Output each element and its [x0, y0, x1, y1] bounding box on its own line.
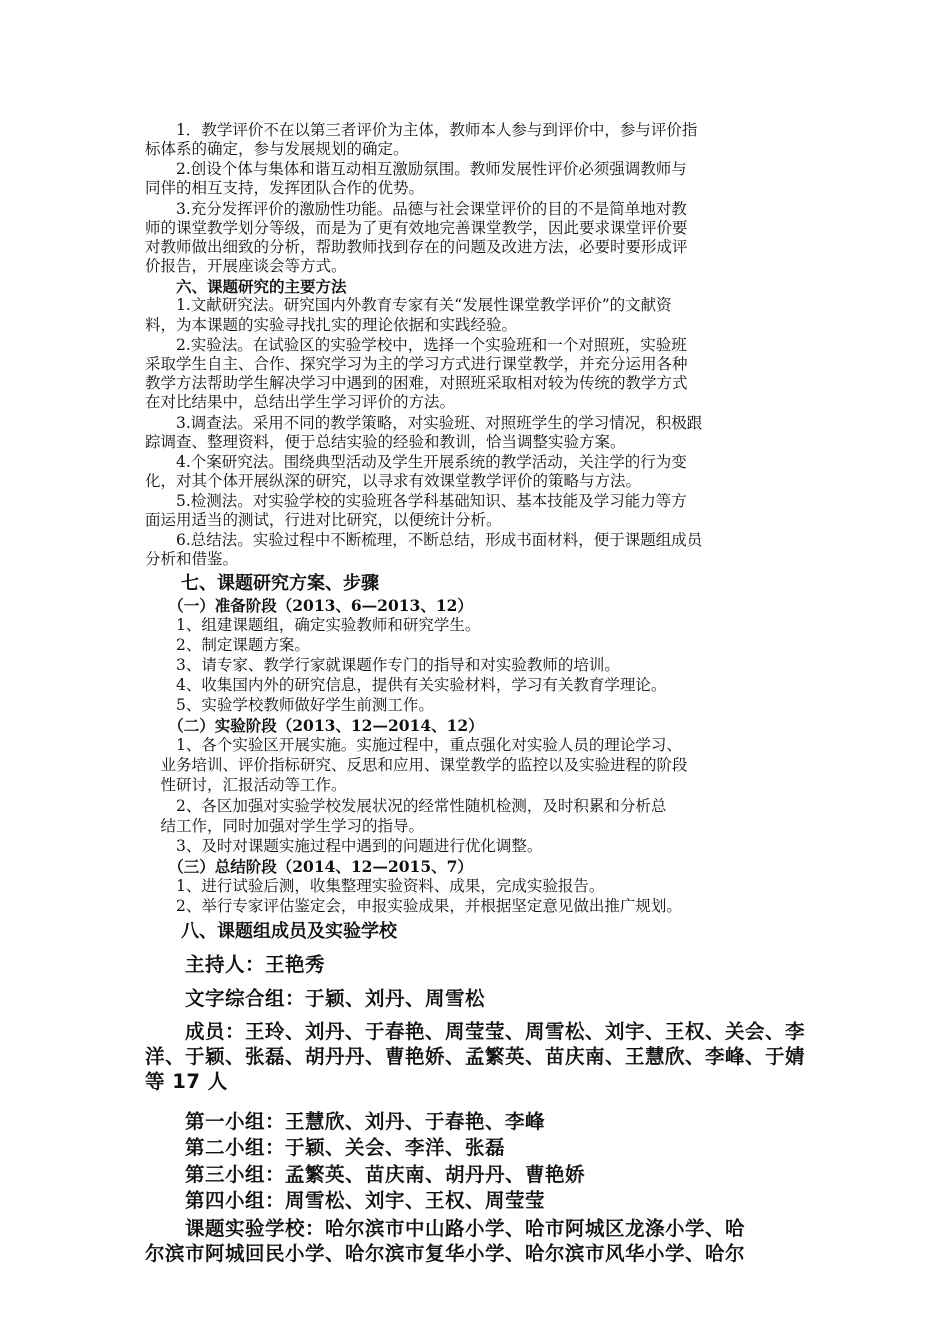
group-line: 第四小组：周雪松、刘宇、王权、周莹莹 [145, 1189, 546, 1212]
list-item: 4、收集国内外的研究信息，提供有关实验材料，学习有关教育学理论。 [145, 676, 667, 694]
list-item: 性研讨，汇报活动等工作。 [145, 776, 347, 794]
group-line: 第一小组：王慧欣、刘丹、于春艳、李峰 [145, 1110, 546, 1133]
list-item: 1、组建课题组，确定实验教师和研究学生。 [145, 616, 481, 634]
paragraph-line: 6.总结法。实验过程中不断梳理，不断总结，形成书面材料，便于课题组成员 [145, 531, 703, 549]
subsection-heading: （二）实验阶段（2013、12—2014、12） [145, 716, 484, 735]
list-item: 3、请专家、教学行家就课题作专门的指导和对实验教师的培训。 [145, 656, 620, 674]
host-line: 主持人：王艳秀 [145, 953, 326, 976]
subsection-heading: （一）准备阶段（2013、6—2013、12） [145, 596, 473, 615]
section-heading: 八、课题组成员及实验学校 [145, 921, 397, 942]
list-item: 2、各区加强对实验学校发展状况的经常性随机检测，及时积累和分析总 [145, 797, 667, 815]
list-item: 5、实验学校教师做好学生前测工作。 [145, 696, 434, 714]
schools-line: 课题实验学校：哈尔滨市中山路小学、哈市阿城区龙涤小学、哈 [145, 1217, 746, 1240]
paragraph-line: 面运用适当的测试，行进对比研究，以便统计分析。 [145, 511, 502, 529]
writing-group-line: 文字综合组：于颖、刘丹、周雪松 [145, 987, 486, 1010]
list-item: 2、制定课题方案。 [145, 636, 310, 654]
paragraph-line: 4.个案研究法。围绕典型活动及学生开展系统的教学活动，关注学的行为变 [145, 453, 687, 471]
subsection-heading: （三）总结阶段（2014、12—2015、7） [145, 857, 473, 876]
group-line: 第二小组：于颖、关会、李洋、张磊 [145, 1136, 506, 1159]
list-item: 1、各个实验区开展实施。实施过程中，重点强化对实验人员的理论学习、 [145, 736, 682, 754]
paragraph-line: 3.充分发挥评价的激励性功能。品德与社会课堂评价的目的不是简单地对教 [145, 200, 687, 218]
paragraph-line: 1.文献研究法。研究国内外教育专家有关“发展性课堂教学评价”的文献资 [145, 296, 672, 314]
paragraph-line: 分析和借鉴。 [145, 550, 239, 568]
paragraph-line: 采取学生自主、合作、探究学习为主的学习方式进行课堂教学，并充分运用各种 [145, 355, 688, 373]
list-item: 结工作，同时加强对学生学习的指导。 [145, 817, 425, 835]
members-line: 等 17 人 [145, 1070, 228, 1093]
paragraph-line: 料，为本课题的实验寻找扎实的理论依据和实践经验。 [145, 316, 518, 334]
paragraph-line: 2.实验法。在试验区的实验学校中，选择一个实验班和一个对照班，实验班 [145, 336, 687, 354]
list-item: 3、及时对课题实施过程中遇到的问题进行优化调整。 [145, 837, 543, 855]
paragraph-line: 价报告，开展座谈会等方式。 [145, 257, 347, 275]
members-line: 洋、于颖、张磊、胡丹丹、曹艳娇、孟繁英、苗庆南、王慧欣、李峰、于婧 [145, 1045, 805, 1068]
list-item: 业务培训、评价指标研究、反思和应用、课堂教学的监控以及实验进程的阶段 [145, 756, 688, 774]
paragraph-line: 教学方法帮助学生解决学习中遇到的困难，对照班采取相对较为传统的教学方式 [145, 374, 688, 392]
group-line: 第三小组：孟繁英、苗庆南、胡丹丹、曹艳娇 [145, 1163, 586, 1186]
paragraph-line: 同伴的相互支持，发挥团队合作的优势。 [145, 179, 425, 197]
paragraph-line: 1．教学评价不在以第三者评价为主体，教师本人参与到评价中，参与评价指 [145, 121, 698, 139]
paragraph-line: 3.调查法。采用不同的教学策略，对实验班、对照班学生的学习情况，积极跟 [145, 414, 703, 432]
paragraph-line: 踪调查、整理资料，便于总结实验的经验和教训，恰当调整实验方案。 [145, 433, 626, 451]
paragraph-line: 2.创设个体与集体和谐互动相互激励氛围。教师发展性评价必须强调教师与 [145, 160, 687, 178]
section-heading: 七、课题研究方案、步骤 [145, 573, 379, 594]
paragraph-line: 对教师做出细致的分析，帮助教师找到存在的问题及改进方法，必要时要形成评 [145, 238, 688, 256]
paragraph-line: 5.检测法。对实验学校的实验班各学科基础知识、基本技能及学习能力等方 [145, 492, 687, 510]
section-heading: 六、课题研究的主要方法 [145, 277, 347, 296]
schools-line: 尔滨市阿城回民小学、哈尔滨市复华小学、哈尔滨市风华小学、哈尔 [145, 1242, 746, 1265]
list-item: 1、进行试验后测，收集整理实验资料、成果，完成实验报告。 [145, 877, 605, 895]
paragraph-line: 化，对其个体开展纵深的研究，以寻求有效课堂教学评价的策略与方法。 [145, 472, 642, 490]
paragraph-line: 在对比结果中，总结出学生学习评价的方法。 [145, 393, 456, 411]
list-item: 2、举行专家评估鉴定会，申报实验成果，并根据坚定意见做出推广规划。 [145, 897, 682, 915]
paragraph-line: 标体系的确定，参与发展规划的确定。 [145, 140, 409, 158]
members-line: 成员：王玲、刘丹、于春艳、周莹莹、周雪松、刘宇、王权、关会、李 [145, 1020, 805, 1043]
paragraph-line: 师的课堂教学划分等级，而是为了更有效地完善课堂教学，因此要求课堂评价要 [145, 219, 688, 237]
